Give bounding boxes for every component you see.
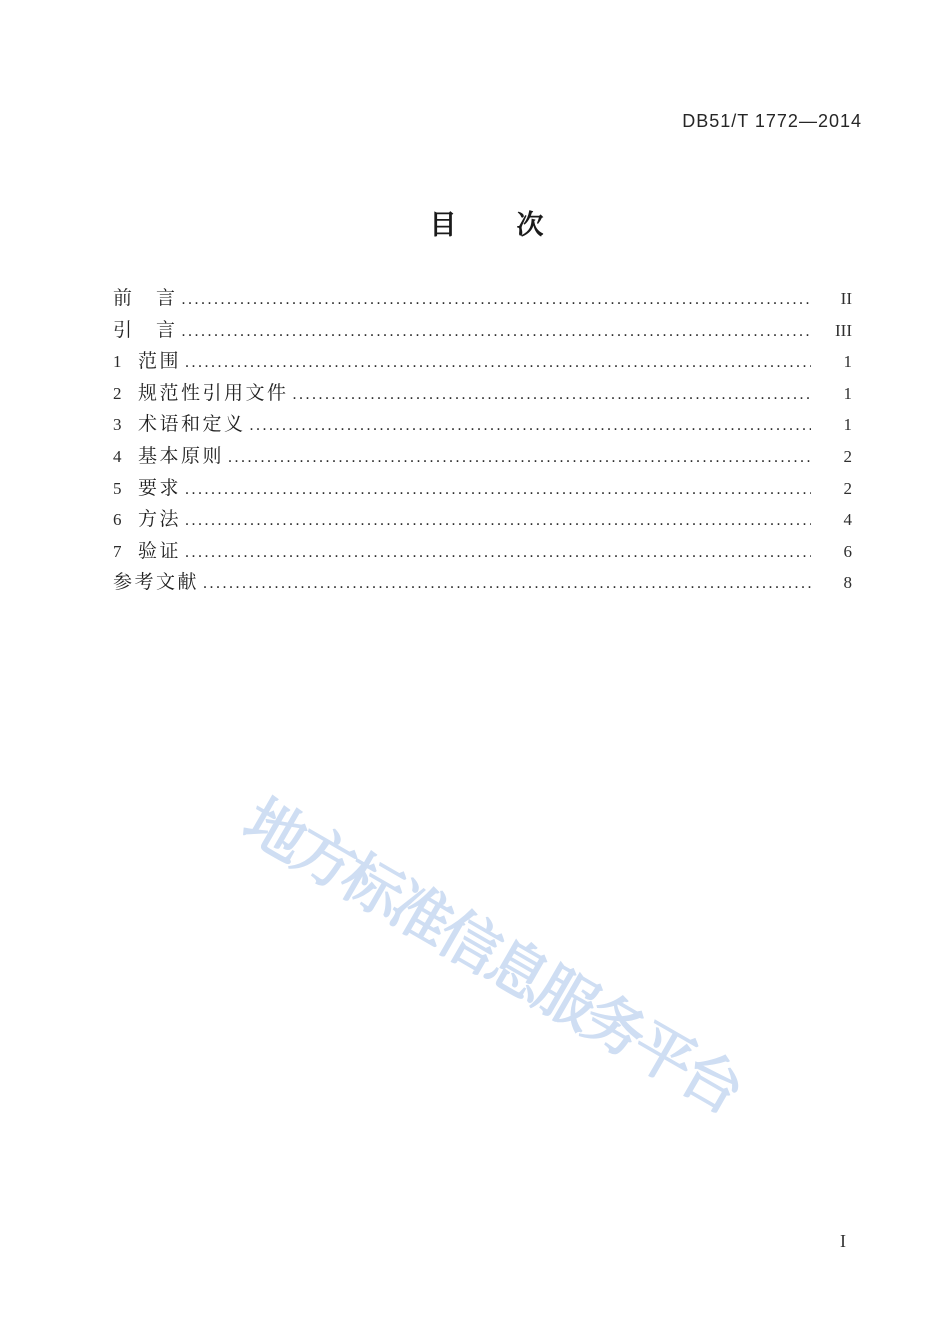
toc-entry-number: 7 — [113, 541, 122, 561]
toc-entry-number: 3 — [113, 415, 122, 435]
toc-dot-leader — [203, 568, 811, 600]
toc-entry-label: 基本原则 — [138, 445, 225, 467]
toc-entry-label: 术语和定义 — [138, 414, 246, 436]
toc-list — [113, 283, 852, 599]
toc-row — [113, 315, 852, 347]
toc-entry-page: 1 — [843, 415, 852, 435]
toc-row — [113, 378, 852, 410]
toc-dot-leader — [185, 347, 811, 379]
standard-code: DB51/T 1772—2014 — [682, 111, 862, 131]
toc-row — [113, 346, 852, 378]
toc-row — [113, 283, 852, 315]
toc-entry-page: 8 — [843, 573, 852, 593]
toc-entry-page: II — [840, 289, 852, 308]
toc-entry-page: III — [835, 320, 852, 340]
toc-entry-page: 2 — [843, 446, 852, 466]
toc-row — [113, 504, 852, 536]
toc-row — [113, 536, 852, 568]
toc-entry-label: 要求 — [138, 477, 182, 499]
toc-entry-label: 规范性引用文件 — [138, 382, 289, 404]
toc-dot-leader — [185, 474, 811, 506]
toc-row — [113, 409, 852, 441]
toc-entry-page: 4 — [843, 510, 852, 530]
toc-entry-label: 前 言 — [113, 288, 178, 309]
toc-entry-number: 4 — [113, 446, 122, 466]
toc-dot-leader — [250, 410, 811, 442]
toc-dot-leader — [182, 284, 811, 316]
page-number: I — [840, 1231, 846, 1251]
toc-dot-leader — [182, 316, 811, 348]
toc-entry-page: 1 — [843, 352, 852, 372]
toc-entry-number: 2 — [113, 383, 122, 403]
toc-entry-number: 1 — [113, 352, 122, 372]
toc-entry-label: 参考文献 — [113, 572, 200, 594]
toc-row — [113, 567, 852, 599]
toc-entry-page: 1 — [843, 383, 852, 403]
toc-dot-leader — [228, 442, 811, 474]
toc-row — [113, 473, 852, 505]
toc-entry-page: 2 — [843, 478, 852, 498]
toc-entry-page: 6 — [843, 541, 852, 561]
toc-entry-number: 6 — [113, 510, 122, 530]
toc-entry-number: 5 — [113, 478, 122, 498]
toc-row — [113, 441, 852, 473]
toc-dot-leader — [185, 537, 811, 569]
toc-entry-label: 验证 — [138, 540, 182, 562]
toc-title: 目 次 — [429, 210, 546, 240]
toc-dot-leader — [293, 379, 811, 411]
watermark: 地方标准信息服务平台 — [233, 787, 751, 1125]
toc-entry-label: 引 言 — [113, 319, 178, 341]
toc-dot-leader — [185, 505, 811, 537]
toc-entry-label: 范围 — [138, 351, 182, 373]
toc-entry-label: 方法 — [138, 509, 182, 531]
